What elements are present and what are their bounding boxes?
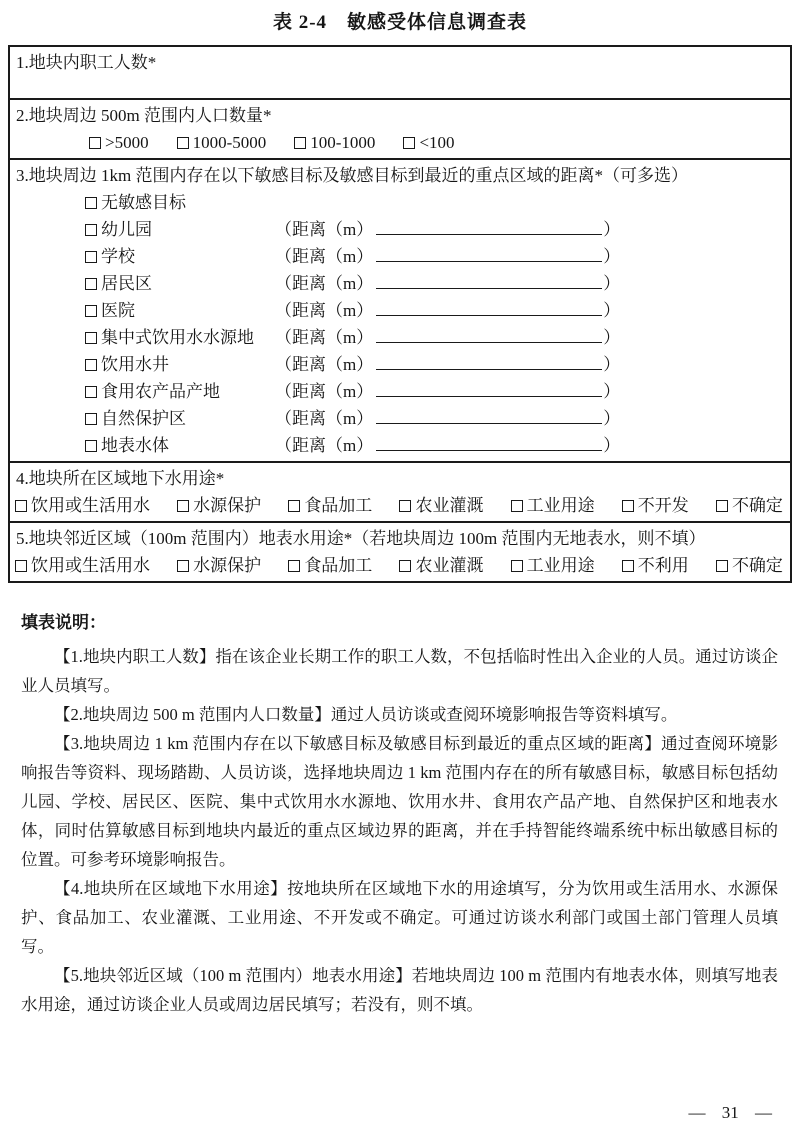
q3-item-edible-agricultural-product-area [85,378,787,405]
sensitive-receptor-survey-table [8,45,792,583]
instruction-paragraph-4: 【4.地块所在区域地下水用途】按地块所在区域地下水的用途填写，分为饮用或生活用水、水源保护、食品加工、农业灌溉、工业用途、不开发或不确定。可通过访谈水利部门或国土部门管理人员填写。 [21,879,778,956]
checkbox-icon [15,560,27,572]
q5-option-agricultural-irrigation[interactable] [399,552,483,579]
instructions-heading: 填表说明： [21,613,106,632]
distance-close: ） [603,436,621,455]
checkbox-icon [177,137,189,149]
q3-option-nature-reserve[interactable] [85,405,275,432]
option-label: 工业用途 [526,556,595,575]
checkbox-icon [294,137,306,149]
q3-option-kindergarten[interactable] [85,216,275,243]
distance-label: （距离（m） [275,436,374,455]
q5-option-uncertain[interactable] [716,552,783,579]
distance-fill-line[interactable] [376,366,602,370]
form-instructions [21,608,778,1019]
checkbox-icon [177,560,189,572]
q3-option-school[interactable] [85,243,275,270]
distance-close: ） [603,247,621,266]
q1-label: 1.地块内职工人数* [16,53,157,72]
distance-fill-line[interactable] [376,312,602,316]
checkbox-icon [85,305,97,317]
option-label: 农业灌溉 [415,556,484,575]
page-number: — 31 — [688,1103,772,1122]
checkbox-icon [511,560,523,572]
q3-option-hospital[interactable] [85,297,275,324]
q3-item-nature-reserve [85,405,787,432]
distance-close: ） [603,274,621,293]
checkbox-icon [622,560,634,572]
option-label: 不确定 [731,496,783,515]
q5-option-drinking-or-domestic-water[interactable] [15,552,150,579]
checkbox-icon [403,137,415,149]
option-label: <100 [419,133,455,152]
option-label: 学校 [101,247,135,266]
q2-row [10,98,790,158]
option-label: 幼儿园 [101,220,152,239]
distance-fill-line[interactable] [376,285,602,289]
q3-item-residential-area [85,270,787,297]
checkbox-icon [85,413,97,425]
option-label: 1000-5000 [192,133,267,152]
checkbox-icon [15,500,27,512]
q3-option-surface-water-body[interactable] [85,432,275,459]
q2-option-gt-5000[interactable] [89,129,149,156]
option-label: 饮用或生活用水 [31,556,150,575]
option-label: 水源保护 [193,556,262,575]
option-label: 居民区 [101,274,152,293]
q3-row [10,158,790,461]
option-label: 农业灌溉 [415,496,484,515]
option-label: 食品加工 [304,556,373,575]
q5-option-water-source-protection[interactable] [177,552,261,579]
option-label: 自然保护区 [101,409,186,428]
distance-fill-line[interactable] [376,339,602,343]
q4-row [10,461,790,521]
option-label: >5000 [105,133,149,152]
option-label: 100-1000 [310,133,376,152]
checkbox-icon [288,560,300,572]
q2-label: 2.地块周边 500m 范围内人口数量* [16,106,272,125]
q3-item-school [85,243,787,270]
q3-item-drinking-water-well [85,351,787,378]
q4-option-industrial-use[interactable] [511,492,595,519]
q3-item-no-sensitive-target [85,189,787,216]
checkbox-icon [716,560,728,572]
option-label: 工业用途 [526,496,595,515]
q4-option-agricultural-irrigation[interactable] [399,492,483,519]
checkbox-icon [85,251,97,263]
distance-fill-line[interactable] [376,447,602,451]
distance-close: ） [603,355,621,374]
distance-label: （距离（m） [275,355,374,374]
q1-row [10,47,790,98]
q3-item-kindergarten [85,216,787,243]
distance-fill-line[interactable] [376,393,602,397]
option-label: 食品加工 [304,496,373,515]
distance-label: （距离（m） [275,409,374,428]
q4-options [13,492,787,519]
instruction-paragraph-3: 【3.地块周边 1 km 范围内存在以下敏感目标及敏感目标到最近的重点区域的距离】通过查阅环境影响报告等资料、现场踏勘、人员访谈，选择地块周边 1 km 范围内存在的所有敏感目标，敏感目标包括幼儿园、学校、居民区、医院、集中式饮用水水源地、饮用水井、食用农产品产地、自然保护区和地表水体，同时估算敏感目标到地块内最近的重点区域边界的距离，并在手持智能终端系统中标出敏感目标的位置。可参考环境影响报告。 [21,734,778,869]
distance-fill-line[interactable] [376,258,602,262]
q3-option-residential-area[interactable] [85,270,275,297]
checkbox-icon [177,500,189,512]
checkbox-icon [85,197,97,209]
checkbox-icon [85,440,97,452]
q2-option-lt-100[interactable] [403,129,454,156]
checkbox-icon [622,500,634,512]
distance-label: （距离（m） [275,274,374,293]
instruction-paragraph-2: 【2.地块周边 500 m 范围内人口数量】通过人员访谈或查阅环境影响报告等资料填写。 [54,705,678,724]
option-label: 不开发 [637,496,689,515]
distance-label: （距离（m） [275,301,374,320]
distance-close: ） [603,382,621,401]
checkbox-icon [399,500,411,512]
q2-options [89,129,787,156]
q2-option-1000-5000[interactable] [177,129,267,156]
q3-option-no-sensitive-target[interactable] [85,189,275,216]
option-label: 无敏感目标 [101,193,186,212]
distance-label: （距离（m） [275,328,374,347]
q5-label: 5.地块邻近区域（100m 范围内）地表水用途*（若地块周边 100m 范围内无地表水，则不填） [16,529,706,548]
instruction-paragraph-5: 【5.地块邻近区域（100 m 范围内）地表水用途】若地块周边 100 m 范围内有地表水体，则填写地表水用途，通过访谈企业人员或周边居民填写；若没有，则不填。 [21,966,778,1014]
q5-option-food-processing[interactable] [288,552,372,579]
q4-option-no-development[interactable] [622,492,689,519]
q3-item-centralized-drinking-water-source [85,324,787,351]
instruction-paragraph-1: 【1.地块内职工人数】指在该企业长期工作的职工人数，不包括临时性出入企业的人员。通过访谈企业人员填写。 [21,647,778,695]
q3-item-hospital [85,297,787,324]
q4-option-drinking-or-domestic-water[interactable] [15,492,150,519]
checkbox-icon [89,137,101,149]
q4-label: 4.地块所在区域地下水用途* [16,469,225,488]
table-title: 表 2-4 敏感受体信息调查表 [272,12,528,33]
option-label: 食用农产品产地 [101,382,220,401]
option-label: 饮用水井 [101,355,169,374]
distance-close: ） [603,409,621,428]
distance-close: ） [603,328,621,347]
q5-options [13,552,787,579]
q3-option-edible-agricultural-product-area[interactable] [85,378,275,405]
distance-fill-line[interactable] [376,231,602,235]
q3-option-drinking-water-well[interactable] [85,351,275,378]
distance-label: （距离（m） [275,247,374,266]
q5-row [10,521,790,581]
option-label: 集中式饮用水水源地 [101,328,254,347]
checkbox-icon [85,278,97,290]
q2-option-100-1000[interactable] [294,129,375,156]
checkbox-icon [85,359,97,371]
q4-option-food-processing[interactable] [288,492,372,519]
q1-answer-space[interactable] [13,76,787,98]
option-label: 水源保护 [193,496,262,515]
q4-option-uncertain[interactable] [716,492,783,519]
q3-option-centralized-drinking-water-source[interactable] [85,324,275,351]
checkbox-icon [85,224,97,236]
distance-fill-line[interactable] [376,420,602,424]
option-label: 饮用或生活用水 [31,496,150,515]
distance-close: ） [603,301,621,320]
checkbox-icon [716,500,728,512]
q5-option-industrial-use[interactable] [511,552,595,579]
checkbox-icon [399,560,411,572]
q5-option-no-use[interactable] [622,552,689,579]
option-label: 医院 [101,301,135,320]
option-label: 不利用 [637,556,689,575]
checkbox-icon [85,386,97,398]
distance-label: （距离（m） [275,220,374,239]
q3-label: 3.地块周边 1km 范围内存在以下敏感目标及敏感目标到最近的重点区域的距离*（可多选） [16,166,688,185]
distance-close: ） [603,220,621,239]
distance-label: （距离（m） [275,382,374,401]
option-label: 不确定 [731,556,783,575]
checkbox-icon [511,500,523,512]
checkbox-icon [85,332,97,344]
option-label: 地表水体 [101,436,169,455]
q4-option-water-source-protection[interactable] [177,492,261,519]
checkbox-icon [288,500,300,512]
q3-item-surface-water-body [85,432,787,459]
